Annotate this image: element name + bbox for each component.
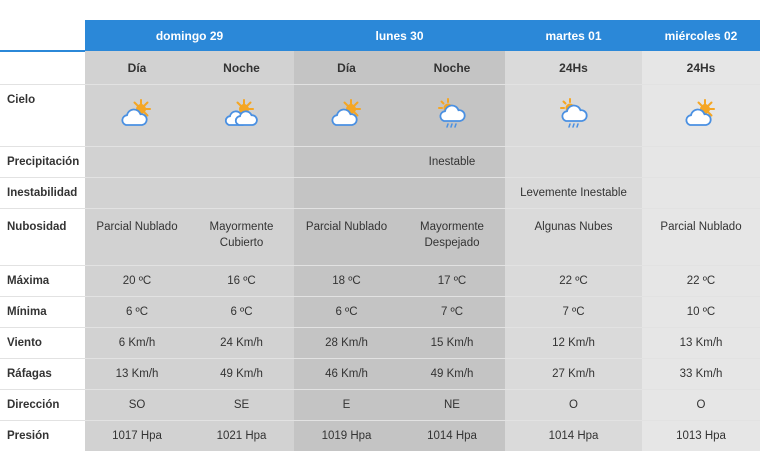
- row-direccion: [0, 390, 760, 421]
- period-label: Noche: [399, 51, 505, 85]
- row-nubosidad: [0, 209, 760, 266]
- row-label-rafagas: Ráfagas: [0, 359, 85, 390]
- corner-cell-2: [0, 51, 85, 85]
- row-label-presion: Presión: [0, 421, 85, 451]
- table-cell: 27 Km/h: [505, 359, 642, 390]
- table-cell: [642, 147, 760, 178]
- row-label-cielo: Cielo: [0, 85, 85, 147]
- table-cell: 17 ºC: [399, 266, 505, 297]
- period-label: 24Hs: [505, 51, 642, 85]
- table-cell: 15 Km/h: [399, 328, 505, 359]
- table-cell: 46 Km/h: [294, 359, 399, 390]
- table-cell: 28 Km/h: [294, 328, 399, 359]
- table-cell: Parcial Nublado: [294, 209, 399, 266]
- row-label-direccion: Dirección: [0, 390, 85, 421]
- table-cell: Inestable: [399, 147, 505, 178]
- table-cell: O: [642, 390, 760, 421]
- day-header-domingo: domingo 29: [85, 20, 294, 51]
- row-minima: [0, 297, 760, 328]
- table-cell: Algunas Nubes: [505, 209, 642, 266]
- table-cell: 18 ºC: [294, 266, 399, 297]
- period-label: Noche: [189, 51, 294, 85]
- table-cell: [505, 147, 642, 178]
- day-header-row: [0, 20, 760, 51]
- table-cell: 6 ºC: [85, 297, 189, 328]
- row-precipitacion: [0, 147, 760, 178]
- cloud-rain-sun-icon: [434, 97, 470, 131]
- table-cell: 13 Km/h: [642, 328, 760, 359]
- table-cell: 1014 Hpa: [505, 421, 642, 451]
- table-cell: NE: [399, 390, 505, 421]
- table-cell: 49 Km/h: [399, 359, 505, 390]
- day-header-martes: martes 01: [505, 20, 642, 51]
- table-cell: 22 ºC: [505, 266, 642, 297]
- row-maxima: [0, 266, 760, 297]
- table-cell: [642, 178, 760, 209]
- table-cell: 33 Km/h: [642, 359, 760, 390]
- table-cell: [189, 178, 294, 209]
- table-cell: E: [294, 390, 399, 421]
- table-cell: 1017 Hpa: [85, 421, 189, 451]
- table-cell: 13 Km/h: [85, 359, 189, 390]
- row-presion: [0, 421, 760, 451]
- table-cell: [85, 147, 189, 178]
- table-cell: 12 Km/h: [505, 328, 642, 359]
- table-cell: Parcial Nublado: [642, 209, 760, 266]
- row-rafagas: [0, 359, 760, 390]
- table-cell: 7 ºC: [399, 297, 505, 328]
- forecast-table: [0, 20, 760, 451]
- partly-cloudy-sun-icon: [119, 97, 155, 131]
- table-cell: 49 Km/h: [189, 359, 294, 390]
- mostly-cloudy-sun-icon: [224, 97, 260, 131]
- day-header-lunes: lunes 30: [294, 20, 505, 51]
- table-cell: 1021 Hpa: [189, 421, 294, 451]
- table-cell: 20 ºC: [85, 266, 189, 297]
- row-label-viento: Viento: [0, 328, 85, 359]
- table-cell: 10 ºC: [642, 297, 760, 328]
- table-cell: 6 ºC: [189, 297, 294, 328]
- table-cell: Mayormente Despejado: [399, 209, 505, 266]
- corner-cell: [0, 20, 85, 51]
- table-cell: 7 ºC: [505, 297, 642, 328]
- table-cell: [85, 178, 189, 209]
- table-cell: SO: [85, 390, 189, 421]
- table-cell: 16 ºC: [189, 266, 294, 297]
- partly-cloudy-sun-icon: [329, 97, 365, 131]
- table-cell: 6 Km/h: [85, 328, 189, 359]
- period-label: 24Hs: [642, 51, 760, 85]
- table-cell: [399, 178, 505, 209]
- row-inestabilidad: [0, 178, 760, 209]
- table-cell: Mayormente Cubierto: [189, 209, 294, 266]
- table-cell: 6 ºC: [294, 297, 399, 328]
- row-label-minima: Mínima: [0, 297, 85, 328]
- row-cielo: [0, 85, 760, 147]
- table-cell: 1019 Hpa: [294, 421, 399, 451]
- row-label-maxima: Máxima: [0, 266, 85, 297]
- row-label-nubosidad: Nubosidad: [0, 209, 85, 266]
- period-header-row: [0, 51, 760, 85]
- cloud-rain-sun-icon: [556, 97, 592, 131]
- table-cell: Levemente Inestable: [505, 178, 642, 209]
- table-cell: SE: [189, 390, 294, 421]
- period-label: Día: [294, 51, 399, 85]
- table-cell: [189, 147, 294, 178]
- table-cell: O: [505, 390, 642, 421]
- row-label-precipitacion: Precipitación: [0, 147, 85, 178]
- period-label: Día: [85, 51, 189, 85]
- table-cell: 22 ºC: [642, 266, 760, 297]
- row-label-inestabilidad: Inestabilidad: [0, 178, 85, 209]
- table-cell: 1014 Hpa: [399, 421, 505, 451]
- row-viento: [0, 328, 760, 359]
- day-header-miercoles: miércoles 02: [642, 20, 760, 51]
- table-cell: 1013 Hpa: [642, 421, 760, 451]
- partly-cloudy-sun-icon: [683, 97, 719, 131]
- table-cell: [294, 147, 399, 178]
- table-cell: 24 Km/h: [189, 328, 294, 359]
- table-cell: [294, 178, 399, 209]
- table-cell: Parcial Nublado: [85, 209, 189, 266]
